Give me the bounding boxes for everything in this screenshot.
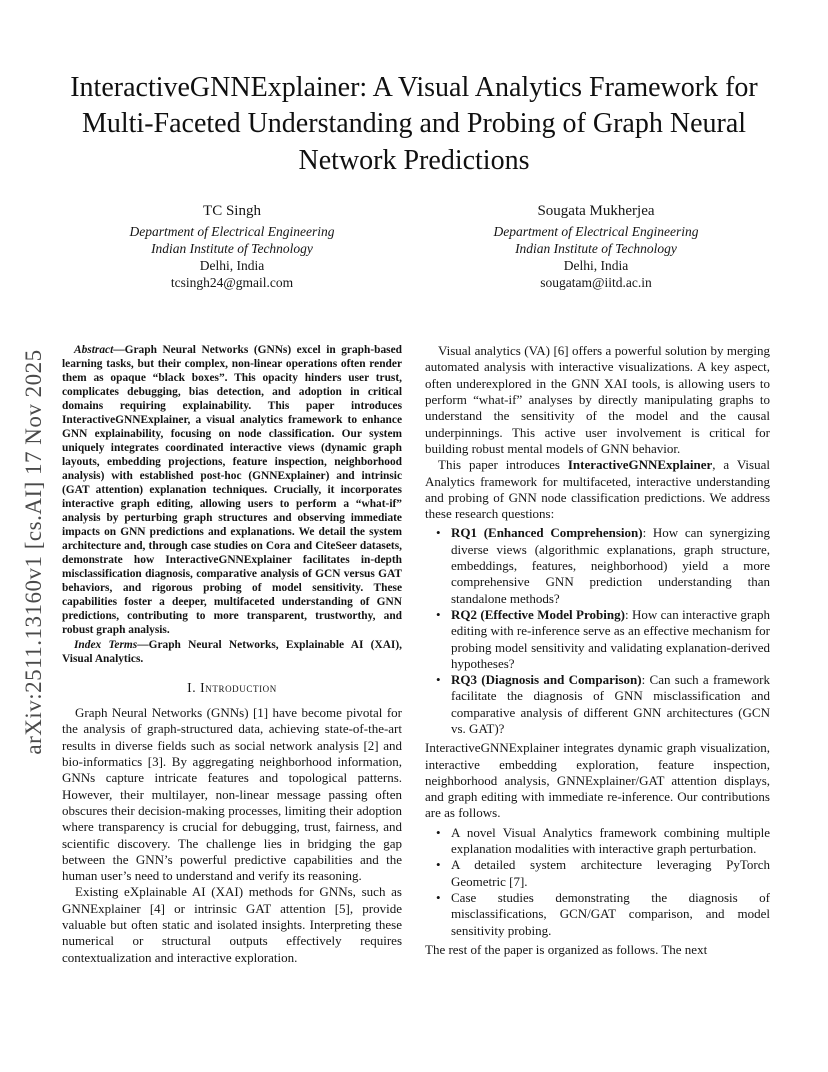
two-column-body	[0, 343, 828, 966]
section-heading-introduction: I. Introduction	[187, 680, 277, 696]
rq-label: RQ2 (Effective Model Probing)	[451, 606, 625, 622]
author-2	[446, 203, 746, 291]
author-institution: Indian Institute of Technology	[515, 241, 677, 257]
closing-paragraph: The rest of the paper is organized as follows. The next	[425, 941, 708, 957]
author-1	[82, 203, 382, 291]
paper-title: InteractiveGNNExplainer: A Visual Analytics Framework for Multi-Faceted Understanding and Probing of Graph Neural Network Predictions	[70, 72, 758, 176]
author-department: Department of Electrical Engineering	[129, 224, 335, 240]
abstract	[62, 343, 402, 637]
system-intro-pre: This paper introduces	[438, 457, 568, 473]
author-location: Delhi, India	[199, 258, 265, 274]
author-name: Sougata Mukherjea	[537, 203, 655, 220]
author-email: sougatam@iitd.ac.in	[540, 275, 652, 291]
author-email: tcsingh24@gmail.com	[170, 275, 294, 291]
contribution-text: Case studies demonstrating the diagnosis of misclassifications, GCN/GAT comparison, and model sensitivity probing.	[451, 889, 770, 938]
rq-item-2	[425, 607, 770, 672]
bullet-icon: •	[436, 857, 441, 873]
contribution-item-3	[425, 890, 770, 939]
intro-paragraph-2: Existing eXplainable AI (XAI) methods for GNNs, such as GNNExplainer [4] or intrinsic GAT attention [5], provide valuable but often static and isolated insights. Interpreting these numerical or structural outputs effectively requires contextualization and interactive exploration.	[62, 884, 402, 965]
rq-text: : How can synergizing diverse views (algorithmic explanations, graph structure, embeddings, features, neighborhood) yield a more comprehensive GNN prediction understanding than standalone methods?	[451, 525, 770, 606]
rq-text: : How can interactive graph editing with re-inference serve as an effective mechanism for probing model sensitivity and validating explanation-derived hypotheses?	[451, 606, 770, 671]
index-terms	[62, 638, 402, 666]
index-terms-label: Index Terms	[74, 639, 138, 652]
rq-item-1	[425, 525, 770, 606]
contribution-text: A detailed system architecture leveraging PyTorch Geometric [7].	[451, 857, 770, 889]
research-questions-list	[425, 525, 770, 737]
visual-analytics-paragraph: Visual analytics (VA) [6] offers a powerful solution by merging automated analysis with interactive visualizations. A key aspect, often underexplored in the GNN XAI tools, is allowing users to perform “what-if” analyses by directly manipulating graphs to understand the sensitivity of the model and the causal underpinnings. This active user involvement is critical for building robust mental models of GNN behavior.	[425, 343, 770, 456]
author-location: Delhi, India	[563, 258, 629, 274]
contribution-item-2	[425, 857, 770, 890]
system-intro-paragraph	[425, 457, 770, 522]
abstract-text: —Graph Neural Networks (GNNs) excel in graph-based learning tasks, but their complex, non-linear operations often render them as opaque “black boxes”. This opacity hinders user trust, complicates debugging, bias detection, and adoption in critical domains requiring explainability. This paper introduces InteractiveGNNExplainer, a visual analytics framework to enhance GNN explainability, focusing on node classification. Our system uniquely integrates coordinated interactive views (dynamic graph layouts, embedding projections, feature inspection, neighborhood analysis) with established post-hoc (GNNExplainer) and intrinsic (GAT attention) explanation techniques. Crucially, it incorporates interactive graph editing, allowing users to perform a “what-if” analysis by perturbing graph structures and observing immediate impacts on GNN predictions and explanations. We detail the system architecture and, through case studies on Cora and CiteSeer datasets, demonstrate how InteractiveGNNExplainer facilitates in-depth misclassification diagnosis, comparative analysis of GCN versus GAT behaviors, and rigorous probing of model sensitivity. These capabilities foster a deeper, multifaceted understanding of GNN predictions, contributing to more transparent, trustworthy, and robust graph analysis.	[62, 344, 402, 637]
author-institution: Indian Institute of Technology	[151, 241, 313, 257]
bullet-icon: •	[436, 606, 441, 622]
rq-label: RQ1 (Enhanced Comprehension)	[451, 525, 643, 541]
system-name-bold: InteractiveGNNExplainer	[567, 457, 713, 473]
bullet-icon: •	[436, 889, 441, 905]
contributions-list	[425, 825, 770, 939]
contribution-item-1	[425, 825, 770, 858]
rq-text: : Can such a framework facilitate the diagnosis of GNN misclassification and comparative analysis of different GNN architectures (GCN vs. GAT)?	[451, 672, 770, 736]
rq-label: RQ3 (Diagnosis and Comparison)	[451, 672, 642, 688]
arxiv-watermark: arXiv:2511.13160v1 [cs.AI] 17 Nov 2025	[21, 349, 46, 755]
author-department: Department of Electrical Engineering	[493, 224, 699, 240]
bullet-icon: •	[436, 525, 441, 541]
right-column	[425, 343, 770, 966]
author-name: TC Singh	[203, 203, 261, 220]
intro-paragraph-1: Graph Neural Networks (GNNs) [1] have become pivotal for the analysis of graph-structured data, achieving state-of-the-art results in diverse fields such as social network analysis [2] and bio-informatics [3]. By aggregating neighborhood information, GNNs capture intricate features and topological patterns. However, their multilayer, non-linear message passing often obscures their decision-making processes, limiting their adoption where transparency is crucial for debugging, trust, fairness, and scientific discovery. The challenge lies in bridging the gap between the GNN’s powerful predictive capabilities and the human user’s need to understand and verify its reasoning.	[62, 705, 402, 884]
integration-paragraph: InteractiveGNNExplainer integrates dynamic graph visualization, interactive embedding exploration, feature inspection, neighborhood analysis, GNNExplainer/GAT attention displays, and graph editing with immediate re-inference. Our contributions are as follows.	[425, 740, 770, 821]
index-terms-text: —Graph Neural Networks, Explainable AI (XAI), Visual Analytics.	[62, 639, 402, 666]
bullet-icon: •	[436, 824, 441, 840]
abstract-label: Abstract	[74, 344, 114, 357]
contribution-text: A novel Visual Analytics framework combining multiple explanation modalities with interactive graph perturbation.	[451, 824, 770, 857]
rq-item-3	[425, 672, 770, 737]
left-column	[62, 343, 402, 966]
bullet-icon: •	[436, 672, 441, 688]
system-intro-post: , a Visual Analytics framework for multifaceted, interactive understanding and probing of GNN node classification predictions. We address these research questions:	[425, 457, 770, 522]
author-block	[0, 203, 828, 291]
